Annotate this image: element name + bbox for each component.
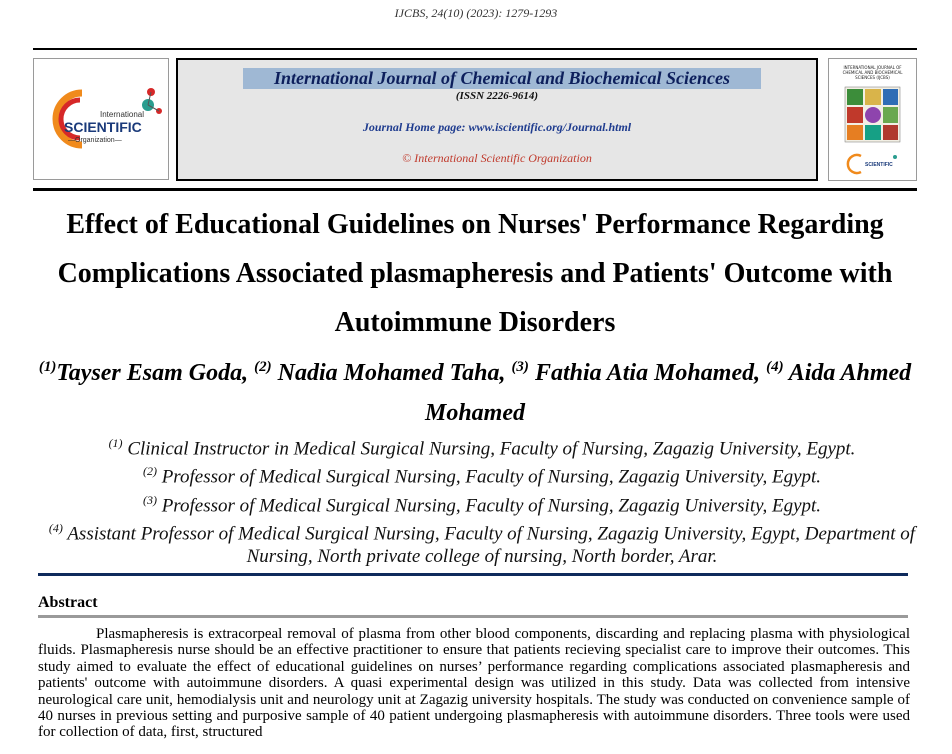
cover-title-text: INTERNATIONAL JOURNAL OF CHEMICAL AND BIOCHEMICAL SCIENCES (IJCBS) bbox=[842, 65, 903, 80]
affiliation-text: Clinical Instructor in Medical Surgical Nursing, Faculty of Nursing, Zagazig University, Egypt. bbox=[127, 438, 856, 460]
journal-issn: (ISSN 2226-9614) bbox=[455, 90, 539, 102]
author-marker: (1) bbox=[38, 359, 57, 375]
abstract-divider bbox=[38, 615, 908, 618]
journal-homepage-link[interactable]: Journal Home page: www.iscientific.org/Journal.html bbox=[362, 120, 632, 134]
affiliation-item bbox=[30, 517, 934, 568]
journal-title: International Journal of Chemical and Biochemical Sciences bbox=[243, 68, 761, 89]
affiliation-text: Professor of Medical Surgical Nursing, Faculty of Nursing, Zagazig University, Egypt. bbox=[161, 494, 822, 516]
logo-text-scientific: SCIENTIFIC bbox=[64, 119, 142, 135]
affiliation-list bbox=[30, 432, 934, 568]
affiliation-marker: (4) bbox=[48, 520, 63, 535]
affiliation-marker: (1) bbox=[108, 436, 123, 450]
journal-citation: IJCBS, 24(10) (2023): 1279-1293 bbox=[394, 6, 558, 20]
journal-cover-thumbnail bbox=[828, 58, 917, 181]
cover-logo-text: SCIENTIFIC bbox=[865, 162, 893, 168]
affiliation-marker: (2) bbox=[142, 464, 157, 479]
organization-logo bbox=[33, 58, 169, 180]
logo-text-organization: —Organization— bbox=[68, 137, 122, 144]
author-name: Fathia Atia Mohamed, bbox=[534, 360, 761, 386]
abstract-heading: Abstract bbox=[38, 594, 98, 611]
affiliation-item bbox=[30, 432, 934, 460]
author-name: Nadia Mohamed Taha, bbox=[277, 360, 506, 386]
abstract-body: Plasmapheresis is extracorpeal removal of plasma from other blood components, discarding and replacing plasma with physiological fluids. Plasmapheresis nurse should be an effective practitioner to ensure that patients recieving specialist care to improve their outcomes. This study aimed to evaluate the effect of educational guidelines on nurses’ performance regarding complications associated plasmapheresis and patients' outcome with autoimmune disorders. A quasi experimental design was utilized in this study. Data was collected from intensive neurological care unit, hemodialysis unit and neurology unit at Zagazig university hospitals. The study was conducted on convenience sample of 40 nurses in previous setting and purposive sample of 40 patient undergoing plasmapheresis with autoimmune disorders. Three tools were used for collection of data, first, structured bbox=[38, 626, 910, 741]
logo-text-international: International bbox=[100, 110, 145, 119]
affiliation-text: Professor of Medical Surgical Nursing, Faculty of Nursing, Zagazig University, Egypt. bbox=[161, 466, 822, 488]
author-marker: (4) bbox=[766, 359, 784, 375]
author-marker: (2) bbox=[254, 359, 272, 375]
author-list bbox=[30, 347, 920, 433]
author-name: Aida Ahmed Mohamed bbox=[424, 360, 912, 426]
author-name: Tayser Esam Goda, bbox=[56, 360, 249, 386]
cover-collage-icon bbox=[829, 59, 917, 181]
affiliation-text: Assistant Professor of Medical Surgical Nursing, Faculty of Nursing, Zagazig University, Egypt, Department of Nursing, North private college of nursing, North border, Arar. bbox=[67, 523, 916, 568]
section-divider bbox=[38, 573, 908, 576]
scientific-logo-icon bbox=[34, 59, 170, 181]
affiliation-marker: (3) bbox=[142, 492, 157, 507]
journal-info-box bbox=[176, 58, 818, 181]
affiliation-item bbox=[30, 489, 934, 517]
header-top-rule bbox=[33, 48, 917, 50]
header-bottom-rule bbox=[33, 188, 917, 191]
article-title: Effect of Educational Guidelines on Nurses' Performance Regarding Complications Associated plasmapheresis and Patients' Outcome with Autoimmune Disorders bbox=[57, 209, 893, 338]
affiliation-item bbox=[30, 460, 934, 488]
journal-copyright: © International Scientific Organization bbox=[402, 151, 592, 165]
author-marker: (3) bbox=[511, 359, 529, 375]
